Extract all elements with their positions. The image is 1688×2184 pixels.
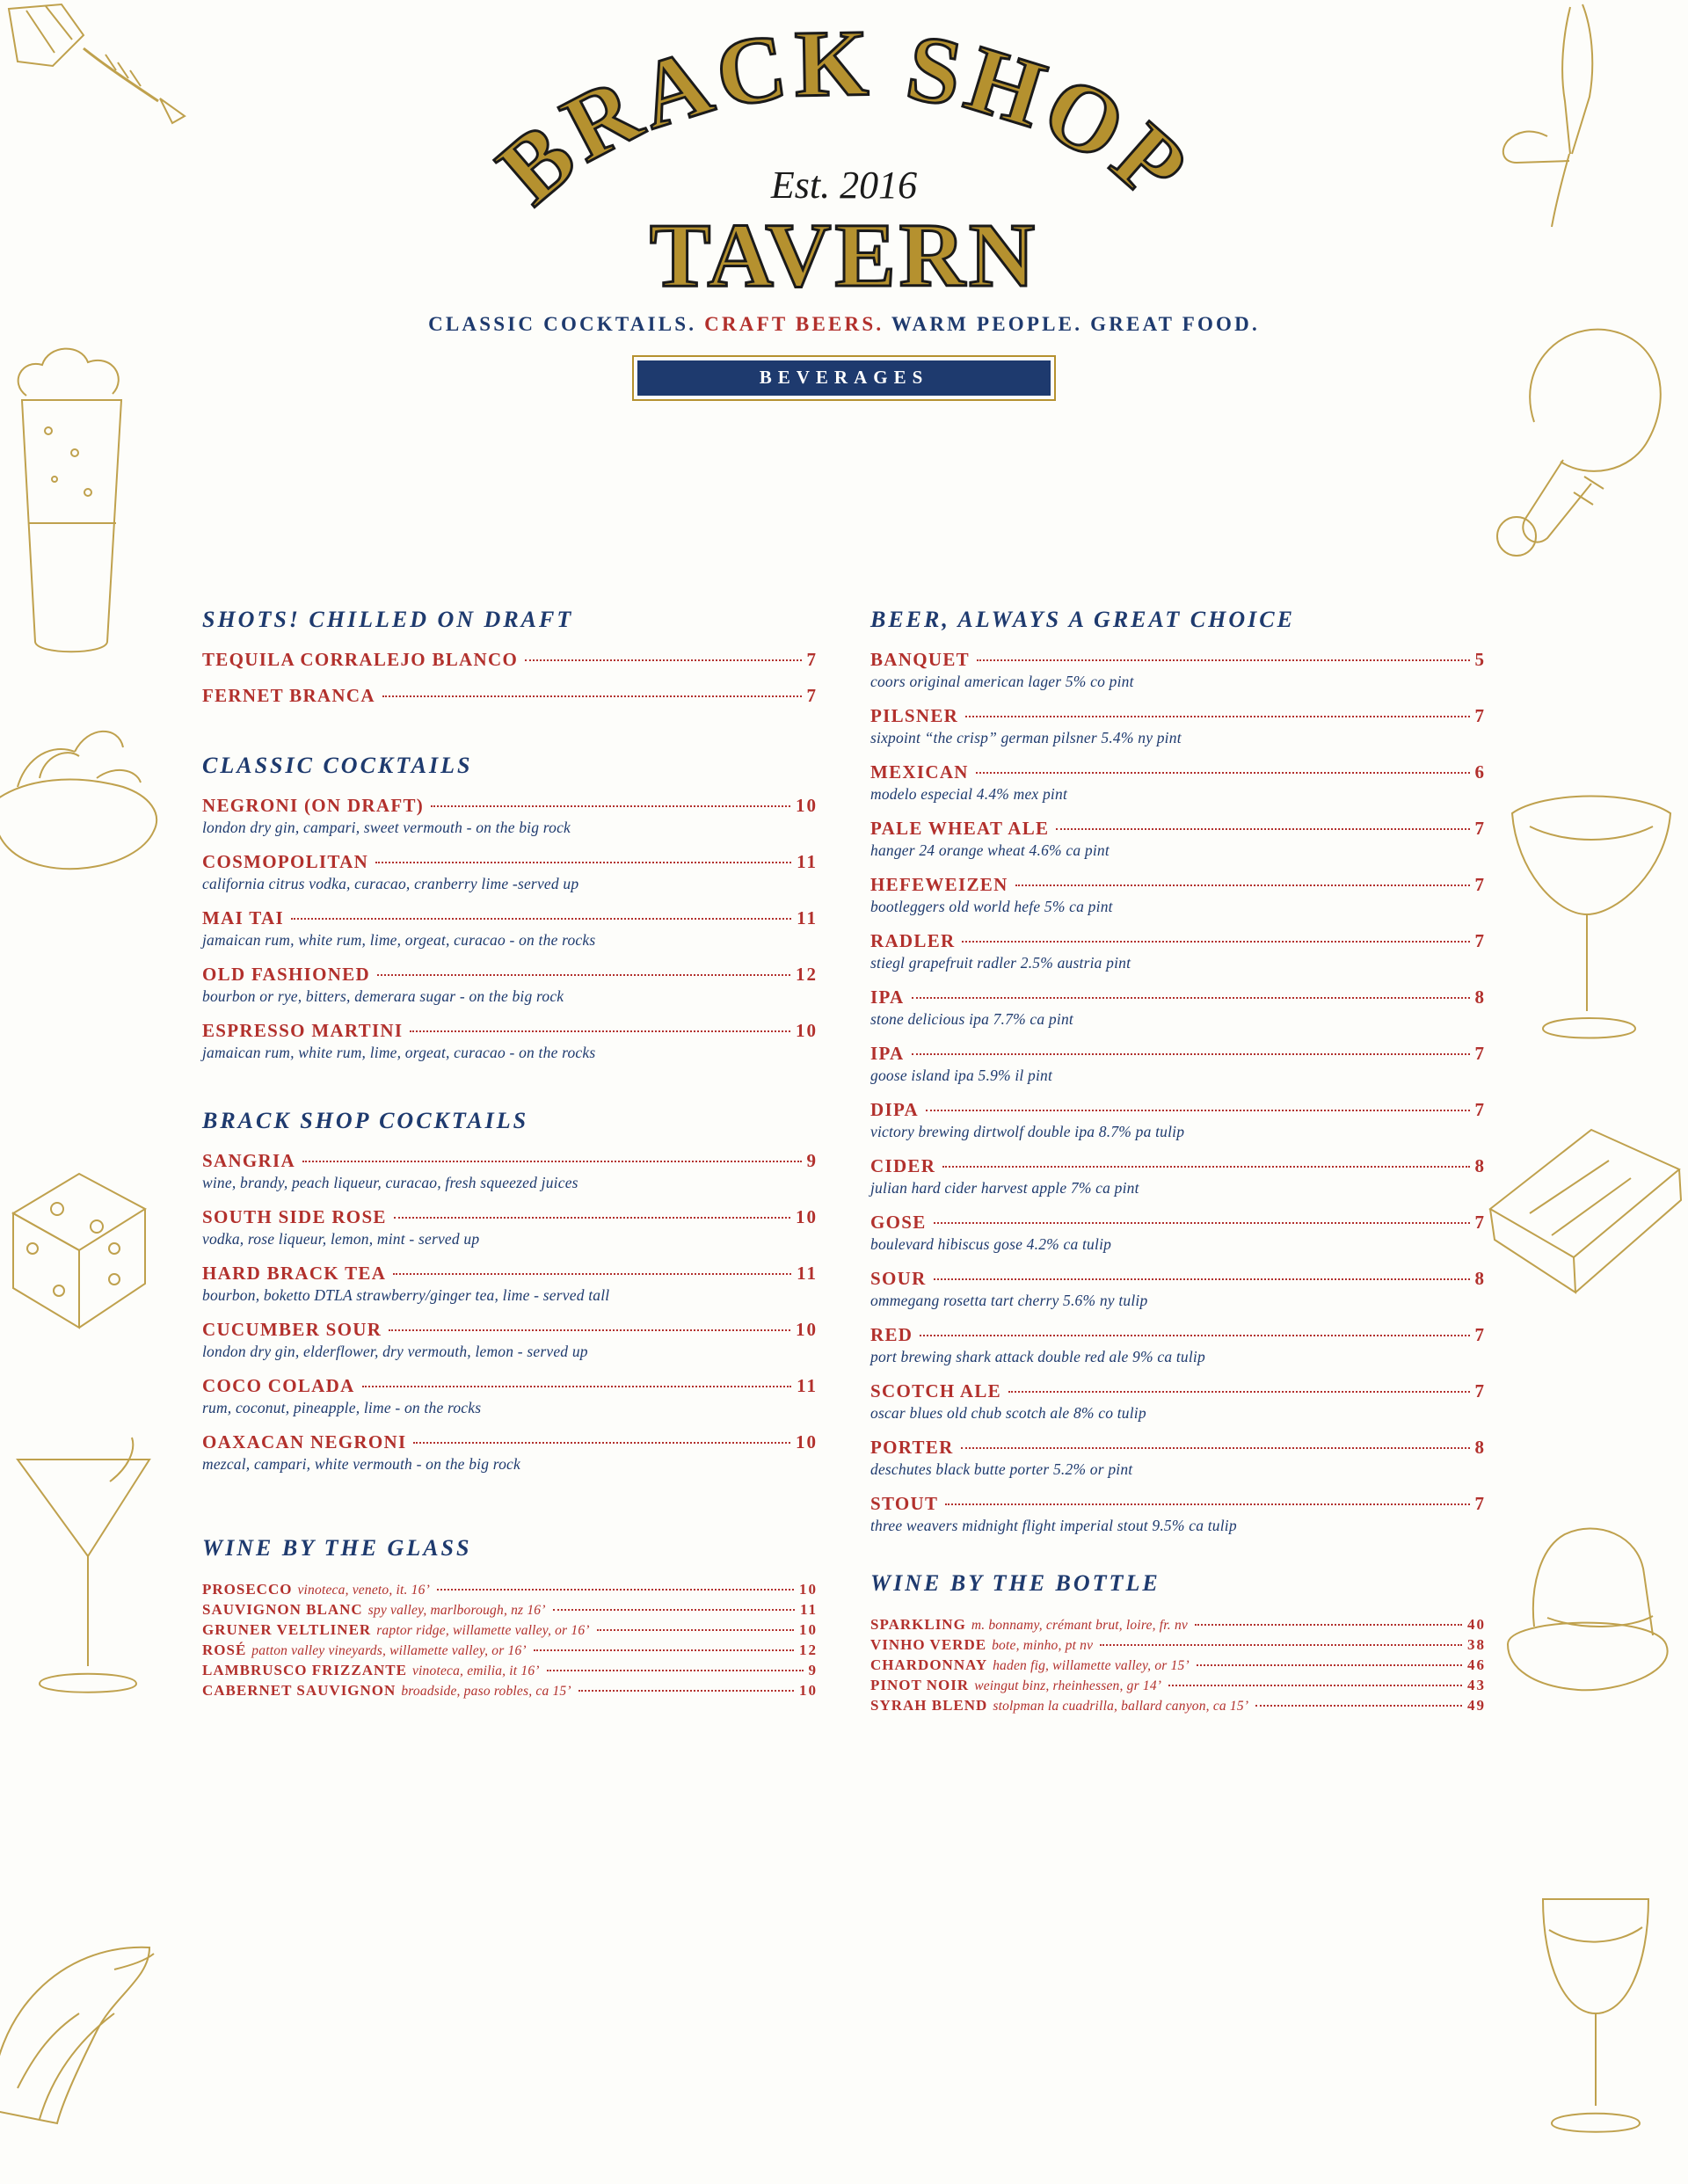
item-description: ommegang rosetta tart cherry 5.6% ny tulip bbox=[870, 1292, 1148, 1309]
item-name: CIDER bbox=[870, 1155, 936, 1176]
wine-description: broadside, paso robles, ca 15’ bbox=[401, 1684, 571, 1699]
item-name: COSMOPOLITAN bbox=[202, 851, 369, 872]
item-price: 10 bbox=[796, 795, 818, 816]
item-price: 11 bbox=[797, 907, 818, 928]
item-price: 8 bbox=[1474, 1155, 1486, 1176]
leader-dots bbox=[961, 1447, 1470, 1449]
wine-description: haden fig, willamette valley, or 15’ bbox=[993, 1658, 1190, 1673]
item-name: RED bbox=[870, 1324, 913, 1345]
menu-item bbox=[202, 907, 818, 950]
section-title-brack-shop-cocktails: BRACK SHOP COCKTAILS bbox=[202, 1108, 529, 1133]
wine-price: 49 bbox=[1467, 1697, 1486, 1714]
menu-item bbox=[202, 1375, 818, 1417]
menu-item bbox=[870, 705, 1486, 747]
menu-item bbox=[202, 1263, 818, 1305]
leader-dots bbox=[926, 1110, 1470, 1111]
item-description: rum, coconut, pineapple, lime - on the rocks bbox=[202, 1399, 482, 1416]
item-name: RADLER bbox=[870, 930, 956, 951]
item-price: 7 bbox=[806, 649, 818, 670]
item-price: 7 bbox=[1474, 874, 1486, 895]
leader-dots bbox=[976, 772, 1470, 774]
beverages-band bbox=[632, 355, 1056, 401]
item-name: TEQUILA CORRALEJO BLANCO bbox=[202, 649, 519, 670]
item-name: SOUR bbox=[870, 1268, 927, 1289]
wine-price: 12 bbox=[799, 1642, 818, 1658]
wine-name: CHARDONNAY bbox=[870, 1656, 988, 1673]
leader-dots bbox=[437, 1589, 794, 1591]
item-description: stone delicious ipa 7.7% ca pint bbox=[870, 1010, 1073, 1028]
menu-item bbox=[202, 1150, 818, 1192]
leader-dots bbox=[431, 805, 790, 807]
item-description: deschutes black butte porter 5.2% or pint bbox=[870, 1460, 1133, 1478]
item-price: 8 bbox=[1474, 1268, 1486, 1289]
item-description: modelo especial 4.4% mex pint bbox=[870, 785, 1068, 803]
item-price: 7 bbox=[1474, 1380, 1486, 1401]
menu-item bbox=[870, 1043, 1486, 1085]
leader-dots bbox=[394, 1217, 790, 1219]
leader-dots bbox=[977, 659, 1470, 661]
item-description: victory brewing dirtwolf double ipa 8.7% pa tulip bbox=[870, 1123, 1185, 1140]
item-name: SCOTCH ALE bbox=[870, 1380, 1001, 1401]
wine-description: bote, minho, pt nv bbox=[992, 1638, 1094, 1653]
menu-item bbox=[870, 1268, 1486, 1310]
wine-description: weingut binz, rheinhessen, gr 14’ bbox=[974, 1678, 1162, 1693]
wine-item bbox=[202, 1601, 818, 1619]
wine-price: 11 bbox=[799, 1601, 818, 1618]
item-name: HEFEWEIZEN bbox=[870, 874, 1008, 895]
logo-name-bottom: TAVERN bbox=[649, 205, 1039, 306]
wine-price: 40 bbox=[1467, 1616, 1486, 1633]
item-name: NEGRONI (ON DRAFT) bbox=[202, 795, 425, 816]
wine-name: CABERNET SAUVIGNON bbox=[202, 1682, 397, 1699]
item-price: 7 bbox=[1474, 1324, 1486, 1345]
item-name: DIPA bbox=[870, 1099, 919, 1120]
menu-item bbox=[870, 986, 1486, 1029]
tagline bbox=[0, 313, 1688, 336]
leader-dots bbox=[1255, 1705, 1462, 1707]
leader-dots bbox=[534, 1649, 794, 1651]
wine-name: PROSECCO bbox=[202, 1581, 293, 1598]
item-description: stiegl grapefruit radler 2.5% austria pint bbox=[870, 954, 1131, 972]
wine-name: SPARKLING bbox=[870, 1616, 966, 1633]
section-wine-by-the-bottle bbox=[870, 1570, 1486, 1714]
menu-item bbox=[870, 1099, 1486, 1141]
section-classic-cocktails bbox=[202, 753, 818, 1062]
item-description: bootleggers old world hefe 5% ca pint bbox=[870, 898, 1113, 915]
item-description: jamaican rum, white rum, lime, orgeat, curacao - on the rocks bbox=[202, 931, 596, 949]
wine-name: SYRAH BLEND bbox=[870, 1697, 988, 1714]
item-description: coors original american lager 5% co pint bbox=[870, 673, 1134, 690]
item-description: julian hard cider harvest apple 7% ca pint bbox=[870, 1179, 1139, 1197]
tagline-part-2: CRAFT BEERS. bbox=[704, 313, 884, 335]
item-price: 7 bbox=[1474, 930, 1486, 951]
item-name: IPA bbox=[870, 1043, 905, 1064]
item-name: SOUTH SIDE ROSE bbox=[202, 1206, 387, 1227]
wine-name: LAMBRUSCO FRIZZANTE bbox=[202, 1662, 407, 1678]
item-description: three weavers midnight flight imperial stout 9.5% ca tulip bbox=[870, 1517, 1237, 1534]
wine-price: 43 bbox=[1467, 1677, 1486, 1693]
menu-item bbox=[202, 795, 818, 837]
item-price: 11 bbox=[797, 851, 818, 872]
item-price: 7 bbox=[1474, 1043, 1486, 1064]
leader-dots bbox=[393, 1273, 791, 1275]
leader-dots bbox=[377, 974, 790, 976]
menu-item bbox=[870, 1380, 1486, 1423]
item-price: 9 bbox=[806, 1150, 818, 1171]
menu-item bbox=[870, 649, 1486, 691]
section-shots bbox=[202, 607, 818, 707]
menu-item bbox=[202, 964, 818, 1006]
item-description: mezcal, campari, white vermouth - on the big rock bbox=[202, 1455, 520, 1473]
wine-description: stolpman la cuadrilla, ballard canyon, ca 15’ bbox=[993, 1699, 1249, 1714]
left-column bbox=[202, 607, 818, 1760]
item-name: PORTER bbox=[870, 1437, 954, 1458]
menu-item bbox=[870, 1155, 1486, 1198]
item-price: 8 bbox=[1474, 986, 1486, 1008]
item-name: SANGRIA bbox=[202, 1150, 295, 1171]
leader-dots bbox=[291, 918, 791, 920]
logo bbox=[0, 18, 1688, 308]
leader-dots bbox=[597, 1629, 794, 1631]
leader-dots bbox=[945, 1503, 1469, 1505]
tagline-part-1: CLASSIC COCKTAILS. bbox=[428, 313, 697, 335]
item-description: jamaican rum, white rum, lime, orgeat, curacao - on the rocks bbox=[202, 1044, 596, 1061]
item-price: 7 bbox=[1474, 1099, 1486, 1120]
item-description: vodka, rose liqueur, lemon, mint - served up bbox=[202, 1230, 480, 1248]
wine-item bbox=[870, 1616, 1486, 1634]
leader-dots bbox=[362, 1386, 792, 1387]
item-price: 7 bbox=[1474, 705, 1486, 726]
wine-description: spy valley, marlborough, nz 16’ bbox=[367, 1603, 546, 1618]
wine-price: 10 bbox=[799, 1621, 818, 1638]
menu-item bbox=[202, 685, 818, 707]
section-title-wine-bottle: WINE BY THE BOTTLE bbox=[870, 1570, 1160, 1596]
logo-established: Est. 2016 bbox=[770, 164, 918, 207]
wine-description: m. bonnamy, crémant brut, loire, fr. nv bbox=[971, 1618, 1188, 1633]
taco-icon bbox=[0, 1899, 176, 2145]
wine-name: ROSÉ bbox=[202, 1642, 247, 1658]
item-description: london dry gin, elderflower, dry vermouth, lemon - served up bbox=[202, 1343, 588, 1360]
leader-dots bbox=[1100, 1644, 1462, 1646]
item-price: 10 bbox=[796, 1020, 818, 1041]
logo-name-top: BRACK SHOP bbox=[478, 18, 1210, 225]
item-price: 7 bbox=[806, 685, 818, 706]
wine-item bbox=[870, 1656, 1486, 1674]
item-name: OLD FASHIONED bbox=[202, 964, 370, 985]
item-name: CUCUMBER SOUR bbox=[202, 1319, 382, 1340]
item-description: bourbon, boketto DTLA strawberry/ginger tea, lime - served tall bbox=[202, 1286, 610, 1304]
leader-dots bbox=[382, 695, 802, 697]
item-description: california citrus vodka, curacao, cranberry lime -served up bbox=[202, 875, 579, 892]
item-price: 11 bbox=[797, 1375, 818, 1396]
leader-dots bbox=[1168, 1685, 1462, 1686]
item-price: 7 bbox=[1474, 818, 1486, 839]
leader-dots bbox=[912, 997, 1470, 999]
item-name: HARD BRACK TEA bbox=[202, 1263, 387, 1284]
item-name: ESPRESSO MARTINI bbox=[202, 1020, 404, 1041]
leader-dots bbox=[1008, 1391, 1470, 1393]
leader-dots bbox=[1197, 1664, 1462, 1666]
item-price: 7 bbox=[1474, 1493, 1486, 1514]
leader-dots bbox=[302, 1161, 802, 1162]
wine-name: GRUNER VELTLINER bbox=[202, 1621, 372, 1638]
wine-glass-icon bbox=[1503, 1882, 1688, 2163]
menu-item bbox=[202, 851, 818, 893]
leader-dots bbox=[413, 1442, 790, 1444]
menu-item bbox=[202, 1319, 818, 1361]
item-price: 10 bbox=[796, 1319, 818, 1340]
item-name: OAXACAN NEGRONI bbox=[202, 1431, 407, 1452]
item-name: GOSE bbox=[870, 1212, 927, 1233]
wine-item bbox=[202, 1662, 818, 1679]
wine-item bbox=[202, 1642, 818, 1659]
wine-item bbox=[870, 1697, 1486, 1714]
section-wine-by-the-glass bbox=[202, 1535, 818, 1700]
leader-dots bbox=[525, 659, 801, 661]
leader-dots bbox=[920, 1335, 1469, 1336]
menu-item bbox=[870, 1493, 1486, 1535]
right-column bbox=[870, 607, 1486, 1760]
menu-item bbox=[870, 818, 1486, 860]
wine-price: 10 bbox=[799, 1581, 818, 1598]
leader-dots bbox=[578, 1690, 794, 1692]
item-name: MAI TAI bbox=[202, 907, 284, 928]
wine-item bbox=[202, 1581, 818, 1598]
section-title-wine-glass: WINE BY THE GLASS bbox=[202, 1535, 472, 1561]
item-description: london dry gin, campari, sweet vermouth - on the big rock bbox=[202, 819, 571, 836]
leader-dots bbox=[1015, 885, 1470, 886]
wine-price: 46 bbox=[1467, 1656, 1486, 1673]
leader-dots bbox=[912, 1053, 1470, 1055]
wine-name: VINHO VERDE bbox=[870, 1636, 987, 1653]
item-price: 8 bbox=[1474, 1437, 1486, 1458]
leader-dots bbox=[965, 716, 1469, 717]
item-price: 5 bbox=[1474, 649, 1486, 670]
logo-svg bbox=[448, 18, 1240, 308]
leader-dots bbox=[389, 1329, 790, 1331]
section-title-classic-cocktails: CLASSIC COCKTAILS bbox=[202, 753, 473, 778]
section-title-beer: BEER, ALWAYS A GREAT CHOICE bbox=[870, 607, 1295, 632]
wine-price: 10 bbox=[799, 1682, 818, 1699]
wine-description: patton valley vineyards, willamette valley, or 16’ bbox=[251, 1643, 527, 1658]
item-name: MEXICAN bbox=[870, 761, 969, 783]
tagline-part-3: WARM PEOPLE. GREAT FOOD. bbox=[891, 313, 1260, 335]
beverages-label: BEVERAGES bbox=[637, 360, 1051, 396]
wine-description: vinoteca, emilia, it 16’ bbox=[411, 1663, 540, 1678]
item-price: 12 bbox=[796, 964, 818, 985]
leader-dots bbox=[962, 941, 1469, 943]
wine-name: SAUVIGNON BLANC bbox=[202, 1601, 363, 1618]
menu-item bbox=[202, 1020, 818, 1062]
menu-item bbox=[202, 1431, 818, 1474]
menu-item bbox=[870, 930, 1486, 972]
item-price: 6 bbox=[1474, 761, 1486, 783]
item-description: goose island ipa 5.9% il pint bbox=[870, 1067, 1053, 1084]
leader-dots bbox=[547, 1670, 804, 1671]
leader-dots bbox=[375, 862, 791, 863]
item-name: PILSNER bbox=[870, 705, 959, 726]
item-description: sixpoint “the crisp” german pilsner 5.4% ny pint bbox=[870, 729, 1182, 746]
item-description: boulevard hibiscus gose 4.2% ca tulip bbox=[870, 1235, 1112, 1253]
section-beer bbox=[870, 607, 1486, 1535]
wine-item bbox=[870, 1677, 1486, 1694]
wine-price: 38 bbox=[1467, 1636, 1486, 1653]
wine-item bbox=[202, 1682, 818, 1700]
menu-item bbox=[870, 761, 1486, 804]
wine-item bbox=[202, 1621, 818, 1639]
item-description: hanger 24 orange wheat 4.6% ca pint bbox=[870, 841, 1110, 859]
menu-content bbox=[0, 607, 1688, 1760]
leader-dots bbox=[934, 1222, 1470, 1224]
item-price: 10 bbox=[796, 1431, 818, 1452]
masthead bbox=[0, 18, 1688, 401]
item-name: STOUT bbox=[870, 1493, 939, 1514]
leader-dots bbox=[553, 1609, 795, 1611]
wine-description: raptor ridge, willamette valley, or 16’ bbox=[376, 1623, 590, 1638]
wine-name: PINOT NOIR bbox=[870, 1677, 970, 1693]
leader-dots bbox=[934, 1278, 1470, 1280]
item-price: 11 bbox=[797, 1263, 818, 1284]
leader-dots bbox=[1056, 828, 1469, 830]
menu-item bbox=[870, 1212, 1486, 1254]
wine-item bbox=[870, 1636, 1486, 1654]
item-name: FERNET BRANCA bbox=[202, 685, 375, 706]
item-description: wine, brandy, peach liqueur, curacao, fresh squeezed juices bbox=[202, 1174, 578, 1191]
section-brack-shop-cocktails bbox=[202, 1108, 818, 1474]
item-description: port brewing shark attack double red ale 9% ca tulip bbox=[870, 1348, 1205, 1365]
item-name: BANQUET bbox=[870, 649, 970, 670]
leader-dots bbox=[410, 1030, 790, 1032]
leader-dots bbox=[1195, 1624, 1462, 1626]
leader-dots bbox=[942, 1166, 1469, 1168]
menu-item bbox=[202, 649, 818, 671]
wine-price: 9 bbox=[808, 1662, 818, 1678]
menu-item bbox=[870, 874, 1486, 916]
item-description: oscar blues old chub scotch ale 8% co tulip bbox=[870, 1404, 1146, 1422]
item-price: 10 bbox=[796, 1206, 818, 1227]
item-name: IPA bbox=[870, 986, 905, 1008]
item-price: 7 bbox=[1474, 1212, 1486, 1233]
section-title-shots: SHOTS! CHILLED ON DRAFT bbox=[202, 607, 574, 632]
item-name: COCO COLADA bbox=[202, 1375, 355, 1396]
item-name: PALE WHEAT ALE bbox=[870, 818, 1050, 839]
item-description: bourbon or rye, bitters, demerara sugar - on the big rock bbox=[202, 987, 564, 1005]
wine-description: vinoteca, veneto, it. 16’ bbox=[297, 1583, 430, 1598]
menu-item bbox=[870, 1324, 1486, 1366]
menu-item bbox=[202, 1206, 818, 1249]
menu-item bbox=[870, 1437, 1486, 1479]
